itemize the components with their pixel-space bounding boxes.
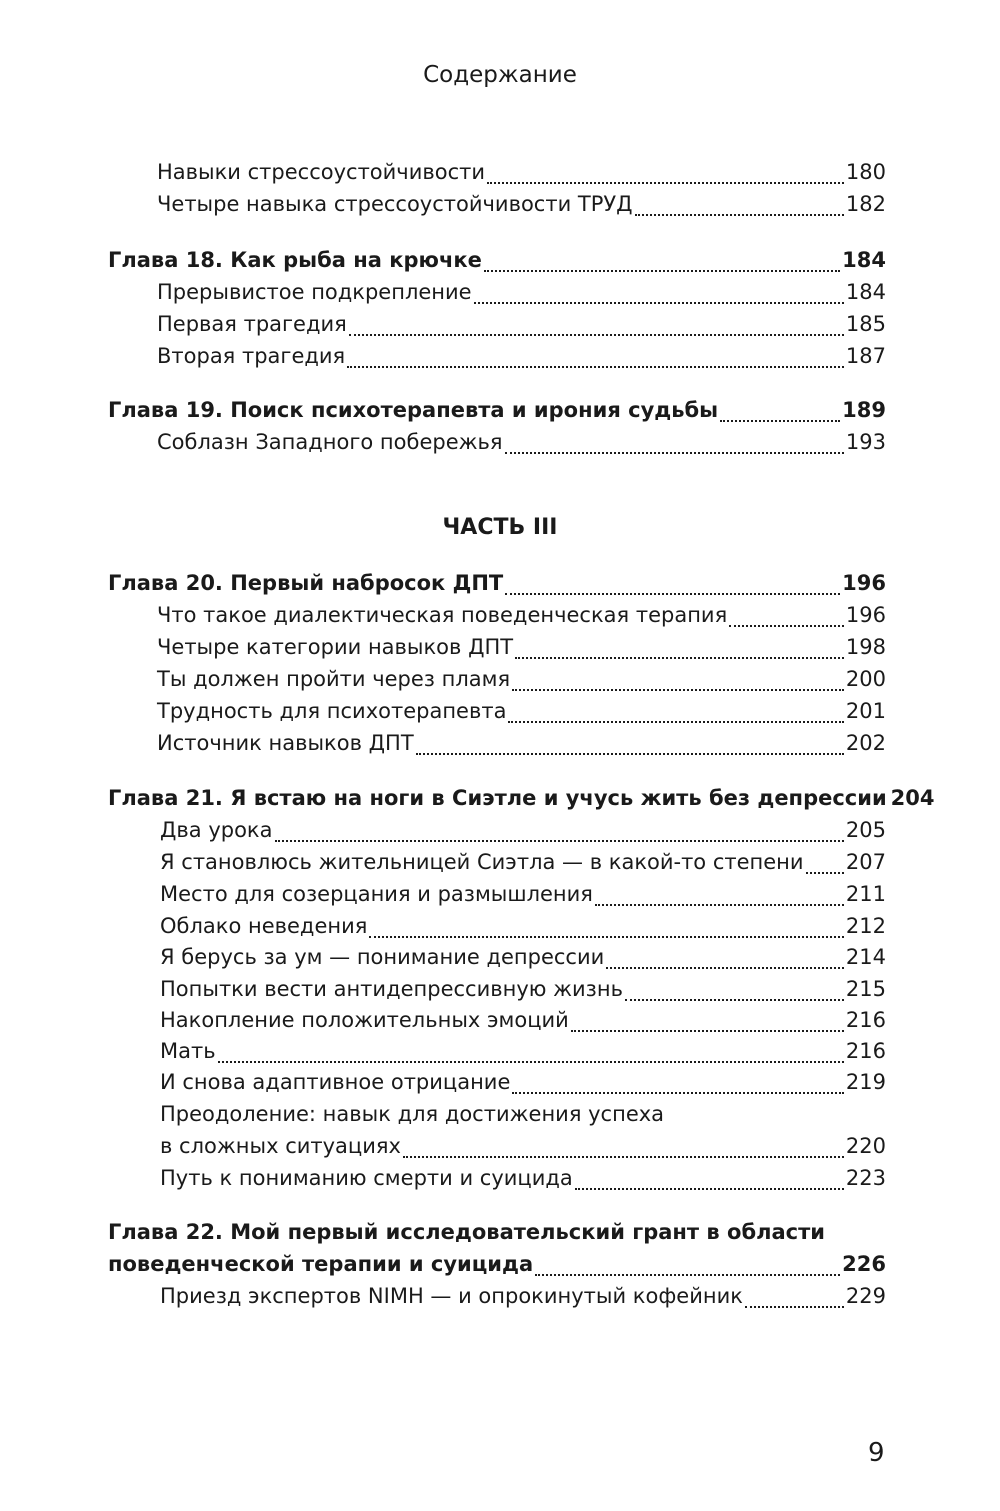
toc-entry[interactable] xyxy=(160,1008,886,1040)
toc-entry-page: 220 xyxy=(845,1134,886,1158)
toc-chapter-title: Глава 18. Как рыба на крючке xyxy=(108,248,482,272)
toc-chapter-page: 204 xyxy=(890,786,935,810)
toc-chapter-title: Глава 20. Первый набросок ДПТ xyxy=(108,571,504,595)
toc-entry-title: Что такое диалектическая поведенческая терапия xyxy=(157,603,728,627)
toc-entry-title: Облако неведения xyxy=(160,914,368,938)
toc-leader-dots xyxy=(729,625,844,627)
toc-chapter[interactable] xyxy=(108,786,935,818)
toc-entry[interactable] xyxy=(157,344,886,376)
toc-leader-dots xyxy=(635,214,844,216)
toc-entry-page: 198 xyxy=(845,635,886,659)
toc-entry-title: Мать xyxy=(160,1039,216,1063)
toc-chapter-title: поведенческой терапии и суицида xyxy=(108,1252,534,1276)
toc-leader-dots xyxy=(745,1306,844,1308)
toc-leader-dots xyxy=(515,657,844,659)
toc-entry-page: 229 xyxy=(845,1284,886,1308)
toc-leader-dots xyxy=(505,593,840,595)
toc-chapter[interactable] xyxy=(108,398,886,430)
toc-entry-title: Четыре навыка стрессоустойчивости ТРУД xyxy=(157,192,633,216)
toc-leader-dots xyxy=(720,420,840,422)
toc-entry-title: Трудность для психотерапевта xyxy=(157,699,507,723)
toc-leader-dots xyxy=(369,936,844,938)
toc-chapter[interactable] xyxy=(108,248,886,280)
toc-entry-page: 180 xyxy=(845,160,886,184)
toc-entry-title: И снова адаптивное отрицание xyxy=(160,1070,511,1094)
toc-entry[interactable] xyxy=(160,1134,886,1166)
toc-entry[interactable] xyxy=(157,731,886,763)
toc-leader-dots xyxy=(218,1061,844,1063)
toc-leader-dots xyxy=(508,721,843,723)
toc-entry-page: 214 xyxy=(845,945,886,969)
toc-entry-page: 216 xyxy=(845,1039,886,1063)
toc-chapter-title-line1[interactable]: Глава 22. Мой первый исследовательский грант в области xyxy=(108,1220,825,1244)
toc-leader-dots xyxy=(625,999,844,1001)
toc-entry[interactable] xyxy=(160,945,886,977)
toc-entry[interactable] xyxy=(160,1284,886,1316)
toc-entry-title: Путь к пониманию смерти и суицида xyxy=(160,1166,573,1190)
toc-leader-dots xyxy=(275,840,844,842)
toc-entry[interactable] xyxy=(160,850,886,882)
toc-entry-page: 223 xyxy=(845,1166,886,1190)
toc-leader-dots xyxy=(595,904,844,906)
toc-entry-page: 193 xyxy=(845,430,886,454)
toc-entry-page: 212 xyxy=(845,914,886,938)
toc-entry[interactable] xyxy=(160,1039,886,1071)
toc-entry-page: 200 xyxy=(845,667,886,691)
toc-entry[interactable] xyxy=(157,430,886,462)
toc-entry-title: Приезд экспертов NIMH — и опрокинутый кофейник xyxy=(160,1284,743,1308)
toc-entry[interactable] xyxy=(157,280,886,312)
toc-leader-dots xyxy=(575,1188,844,1190)
toc-chapter[interactable] xyxy=(108,1252,886,1284)
toc-entry-page: 205 xyxy=(845,818,886,842)
toc-entry-title: Место для созерцания и размышления xyxy=(160,882,593,906)
toc-chapter[interactable] xyxy=(108,571,886,603)
toc-leader-dots xyxy=(606,967,844,969)
toc-chapter-title: Глава 21. Я встаю на ноги в Сиэтле и учусь жить без депрессии xyxy=(108,786,887,810)
toc-chapter-page: 196 xyxy=(842,571,886,595)
toc-entry-title: Источник навыков ДПТ xyxy=(157,731,414,755)
toc-entry-title: Первая трагедия xyxy=(157,312,347,336)
toc-entry-title: Соблазн Западного побережья xyxy=(157,430,503,454)
toc-entry-title: Попытки вести антидепрессивную жизнь xyxy=(160,977,623,1001)
toc-chapter-page: 189 xyxy=(842,398,886,422)
toc-leader-dots xyxy=(403,1156,844,1158)
toc-entry-page: 219 xyxy=(845,1070,886,1094)
toc-entry[interactable] xyxy=(157,667,886,699)
toc-entry-page: 182 xyxy=(845,192,886,216)
toc-leader-dots xyxy=(535,1274,840,1276)
toc-entry-title: Ты должен пройти через пламя xyxy=(157,667,511,691)
toc-entry[interactable] xyxy=(160,1070,886,1102)
toc-entry[interactable] xyxy=(160,1166,886,1198)
toc-entry[interactable] xyxy=(160,914,886,946)
toc-leader-dots xyxy=(512,689,844,691)
toc-entry-page: 187 xyxy=(845,344,886,368)
toc-entry-page: 215 xyxy=(845,977,886,1001)
toc-leader-dots xyxy=(349,334,844,336)
toc-entry-title-line1[interactable]: Преодоление: навык для достижения успеха xyxy=(160,1102,665,1126)
toc-entry-page: 201 xyxy=(845,699,886,723)
toc-leader-dots xyxy=(347,366,844,368)
toc-leader-dots xyxy=(487,182,844,184)
toc-entry-title: Вторая трагедия xyxy=(157,344,346,368)
toc-entry-title: Накопление положительных эмоций xyxy=(160,1008,569,1032)
toc-entry-title: Я берусь за ум — понимание депрессии xyxy=(160,945,605,969)
toc-leader-dots xyxy=(416,753,844,755)
toc-entry-title: Два урока xyxy=(160,818,273,842)
toc-entry[interactable] xyxy=(157,160,886,192)
toc-entry[interactable] xyxy=(157,603,886,635)
toc-leader-dots xyxy=(474,302,844,304)
toc-leader-dots xyxy=(505,452,844,454)
toc-entry-page: 196 xyxy=(845,603,886,627)
toc-leader-dots xyxy=(484,270,840,272)
page-number: 9 xyxy=(868,1438,885,1468)
toc-entry-title: в сложных ситуациях xyxy=(160,1134,401,1158)
toc-entry-page: 202 xyxy=(845,731,886,755)
toc-entry-page: 184 xyxy=(845,280,886,304)
toc-entry-page: 211 xyxy=(845,882,886,906)
toc-leader-dots xyxy=(512,1092,844,1094)
toc-chapter-page: 184 xyxy=(842,248,886,272)
toc-entry-title: Я становлюсь жительницей Сиэтла — в какой-то степени xyxy=(160,850,804,874)
toc-entry-page: 216 xyxy=(845,1008,886,1032)
toc-entry[interactable] xyxy=(160,818,886,850)
toc-chapter-page: 226 xyxy=(842,1252,886,1276)
toc-entry[interactable] xyxy=(160,977,886,1009)
toc-entry-title: Четыре категории навыков ДПТ xyxy=(157,635,514,659)
toc-entry-title: Прерывистое подкрепление xyxy=(157,280,472,304)
toc-entry-page: 185 xyxy=(845,312,886,336)
toc-entry[interactable] xyxy=(160,882,886,914)
toc-entry[interactable] xyxy=(157,192,886,224)
toc-entry-page: 207 xyxy=(845,850,886,874)
running-header: Содержание xyxy=(423,62,577,88)
toc-entry[interactable] xyxy=(157,699,886,731)
part-heading: ЧАСТЬ III xyxy=(442,515,558,540)
toc-leader-dots xyxy=(571,1030,844,1032)
toc-entry[interactable] xyxy=(157,312,886,344)
toc-entry-title: Навыки стрессоустойчивости xyxy=(157,160,486,184)
toc-entry[interactable] xyxy=(157,635,886,667)
toc-chapter-title: Глава 19. Поиск психотерапевта и ирония судьбы xyxy=(108,398,719,422)
toc-leader-dots xyxy=(806,872,844,874)
